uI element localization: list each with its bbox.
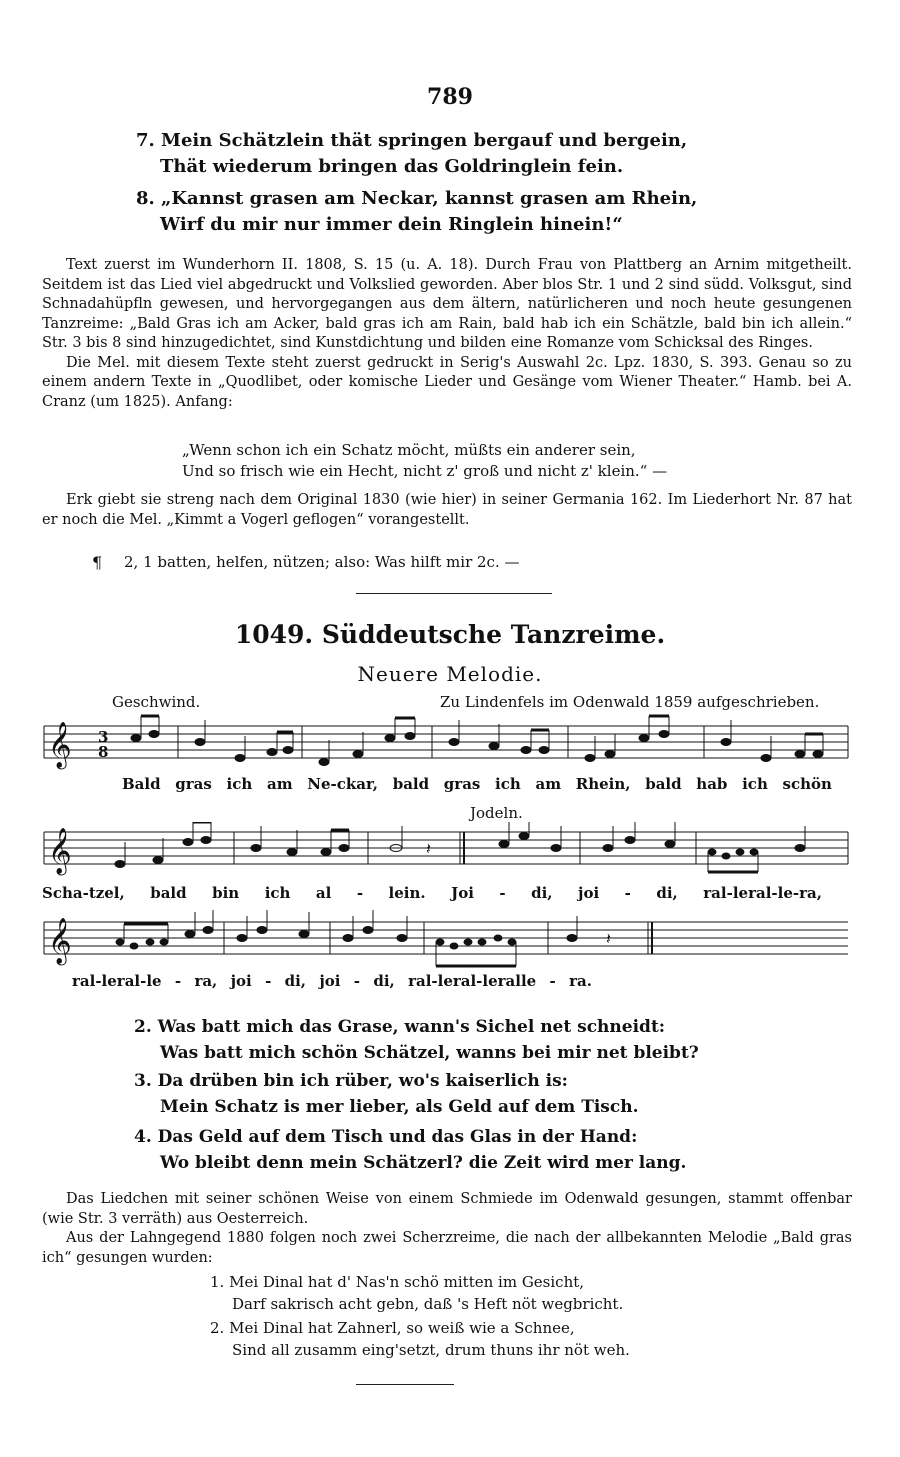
lyric-syllable: di, (284, 972, 307, 990)
song-subtitle: Neuere Melodie. (357, 662, 543, 686)
rhyme-1-line-2: Darf sakrisch acht gebn, daß 's Heft nöt wegbricht. (232, 1295, 624, 1313)
lyric-syllable: gras (443, 775, 481, 793)
lyric-syllable: ich (264, 884, 291, 902)
song-title-text: Süddeutsche Tanzreime. (321, 620, 666, 649)
quote-line-2: Und so frisch wie ein Hecht, nicht z' groß und nicht z' klein.“ — (182, 462, 668, 480)
lyrics-row-2 (42, 884, 822, 902)
lyric-syllable: am (535, 775, 562, 793)
end-divider (356, 1384, 454, 1385)
lyric-syllable: - (174, 972, 182, 990)
song-title (0, 620, 900, 649)
lyric-syllable: bald (392, 775, 430, 793)
verse-7-line-1: 7. Mein Schätzlein thät springen bergauf und bergein, (136, 130, 688, 151)
lyric-syllable: Rhein, (575, 775, 631, 793)
lyric-syllable: Bald (122, 775, 161, 793)
rhyme-2-line-2: Sind all zusamm eing'setzt, drum thuns ihr nöt weh. (232, 1341, 630, 1359)
verse-8-line-1: 8. „Kannst grasen am Neckar, kannst grasen am Rhein, (136, 188, 698, 209)
lyric-syllable: - (624, 884, 631, 902)
lyric-syllable: - (353, 972, 361, 990)
lyric-syllable: Ne-ckar, (307, 775, 379, 793)
lyric-syllable: am (266, 775, 293, 793)
lyric-syllable: - (549, 972, 556, 990)
music-staff-2 (40, 822, 860, 882)
lyric-syllable: ich (742, 775, 768, 793)
lyric-syllable: ich (226, 775, 253, 793)
quote-line-1: „Wenn schon ich ein Schatz möcht, müßts ein anderer sein, (182, 441, 636, 459)
section-divider (356, 593, 552, 594)
rhyme-2-line-1: 2. Mei Dinal hat Zahnerl, so weiß wie a Schnee, (210, 1319, 575, 1337)
rhyme-1-line-1: 1. Mei Dinal hat d' Nas'n schö mitten im Gesicht, (210, 1273, 585, 1291)
lyric-syllable: ral-leral-le (72, 972, 162, 990)
page-number: 789 (427, 84, 473, 110)
lyric-syllable: joi (319, 972, 341, 990)
lyric-syllable: - (356, 884, 364, 902)
music-staff-1 (40, 712, 860, 780)
jodeln-label: Jodeln. (470, 804, 523, 822)
lyric-syllable: ral-leral-le-ra, (703, 884, 822, 902)
song-number: 1049. (234, 620, 314, 649)
lyric-syllable: - (499, 884, 506, 902)
rest-icon: 𝄽 (426, 839, 431, 858)
lyric-syllable: ra, (194, 972, 218, 990)
lyric-syllable: lein. (388, 884, 426, 902)
lyric-syllable: joi (578, 884, 600, 902)
footnote-mark: ¶ (92, 553, 103, 572)
lyric-syllable: ich (495, 775, 521, 793)
lyric-syllable: schön (782, 775, 832, 793)
note-paragraph-1: Text zuerst im Wunderhorn II. 1808, S. 15 (u. A. 18). Durch Frau von Plattberg an Arnim mitgetheilt. Seitdem ist das Lied viel abgedruckt und Volkslied geworden. Aber blos Str. 1 und 2 sind südd. Volksgut, sind Schnadahüpfln gewesen, und hervorgegangen aus dem ältern, natürlicheren und noch heute gesungenen Tanzreime: „Bald Gras ich am Acker, bald gras ich am Rain, bald hab ich ein Schätzle, bald bin ich allein.“ Str. 3 bis 8 sind hinzugedichtet, sind Kunstdichtung und bilden eine Romanze vom Schicksal des Ringes. (42, 257, 852, 351)
note-paragraph-3: Erk giebt sie streng nach dem Original 1830 (wie hier) in seiner Germania 162. Im Liederhort Nr. 87 hat er noch die Mel. „Kimmt a Vogerl geflogen“ vorangestellt. (42, 492, 852, 528)
verse-8-line-2: Wirf du mir nur immer dein Ringlein hinein!“ (160, 214, 623, 235)
note-paragraph-2: Die Mel. mit diesem Texte steht zuerst gedruckt in Serig's Auswahl 2c. Lpz. 1830, S. 393. Genau so zu einem andern Texte in „Quodlibet, oder komische Lieder und Gesänge vom Wiener Theater.“ Hamb. bei A. Cranz (um 1825). Anfang: (42, 354, 852, 410)
lyrics-row-3 (72, 972, 592, 990)
lyric-syllable: - (265, 972, 272, 990)
stanza-3-line-1: 3. Da drüben bin ich rüber, wo's kaiserlich is: (134, 1071, 568, 1091)
lyric-syllable: gras (175, 775, 212, 793)
stanza-4-line-1: 4. Das Geld auf dem Tisch und das Glas in der Hand: (134, 1127, 638, 1147)
lyric-syllable: di, (373, 972, 395, 990)
lyric-syllable: Joi (451, 884, 474, 902)
treble-clef-icon: 𝄞 (48, 722, 72, 768)
music-staff-3 (40, 910, 860, 970)
footnote: 2, 1 batten, helfen, nützen; also: Was hilft mir 2c. — (124, 553, 520, 571)
song-source: Zu Lindenfels im Odenwald 1859 aufgeschrieben. (440, 693, 820, 711)
verse-7-line-2: Thät wiederum bringen das Goldringlein fein. (160, 156, 624, 177)
tempo-marking: Geschwind. (112, 693, 201, 711)
lyric-syllable: al (315, 884, 332, 902)
treble-clef-icon: 𝄞 (48, 918, 72, 964)
time-signature-top: 3 (98, 728, 109, 746)
lyric-syllable: Scha-tzel, (42, 884, 125, 902)
closing-block (42, 1190, 852, 1268)
lyrics-row-1 (122, 775, 832, 793)
time-signature-bottom: 8 (98, 743, 109, 761)
stanza-2-line-2: Was batt mich schön Schätzel, wanns bei mir net bleibt? (160, 1043, 699, 1063)
lyric-syllable: di, (531, 884, 553, 902)
lyric-syllable: hab (696, 775, 728, 793)
closing-paragraph-2: Aus der Lahngegend 1880 folgen noch zwei Scherzreime, die nach der allbekannten Melodie „Bald gras ich“ gesungen wurden: (42, 1230, 852, 1266)
stanza-3-line-2: Mein Schatz is mer lieber, als Geld auf dem Tisch. (160, 1097, 639, 1117)
lyric-syllable: ral-leral-leralle (408, 972, 537, 990)
lyric-syllable: ra. (569, 972, 592, 990)
stanza-4-line-2: Wo bleibt denn mein Schätzerl? die Zeit wird mer lang. (160, 1153, 687, 1173)
lyric-syllable: joi (230, 972, 252, 990)
stanza-2-line-1: 2. Was batt mich das Grase, wann's Sichel net schneidt: (134, 1017, 666, 1037)
closing-paragraph-1: Das Liedchen mit seiner schönen Weise von einem Schmiede im Odenwald gesungen, stammt offenbar (wie Str. 3 verräth) aus Oesterreich. (42, 1191, 852, 1227)
notes-block (42, 256, 852, 412)
lyric-syllable: di, (656, 884, 678, 902)
treble-clef-icon: 𝄞 (48, 828, 72, 874)
note-paragraph-3-block (42, 491, 852, 530)
rest-icon: 𝄽 (606, 929, 611, 948)
lyric-syllable: bald (150, 884, 187, 902)
lyric-syllable: bin (212, 884, 240, 902)
lyric-syllable: bald (645, 775, 682, 793)
